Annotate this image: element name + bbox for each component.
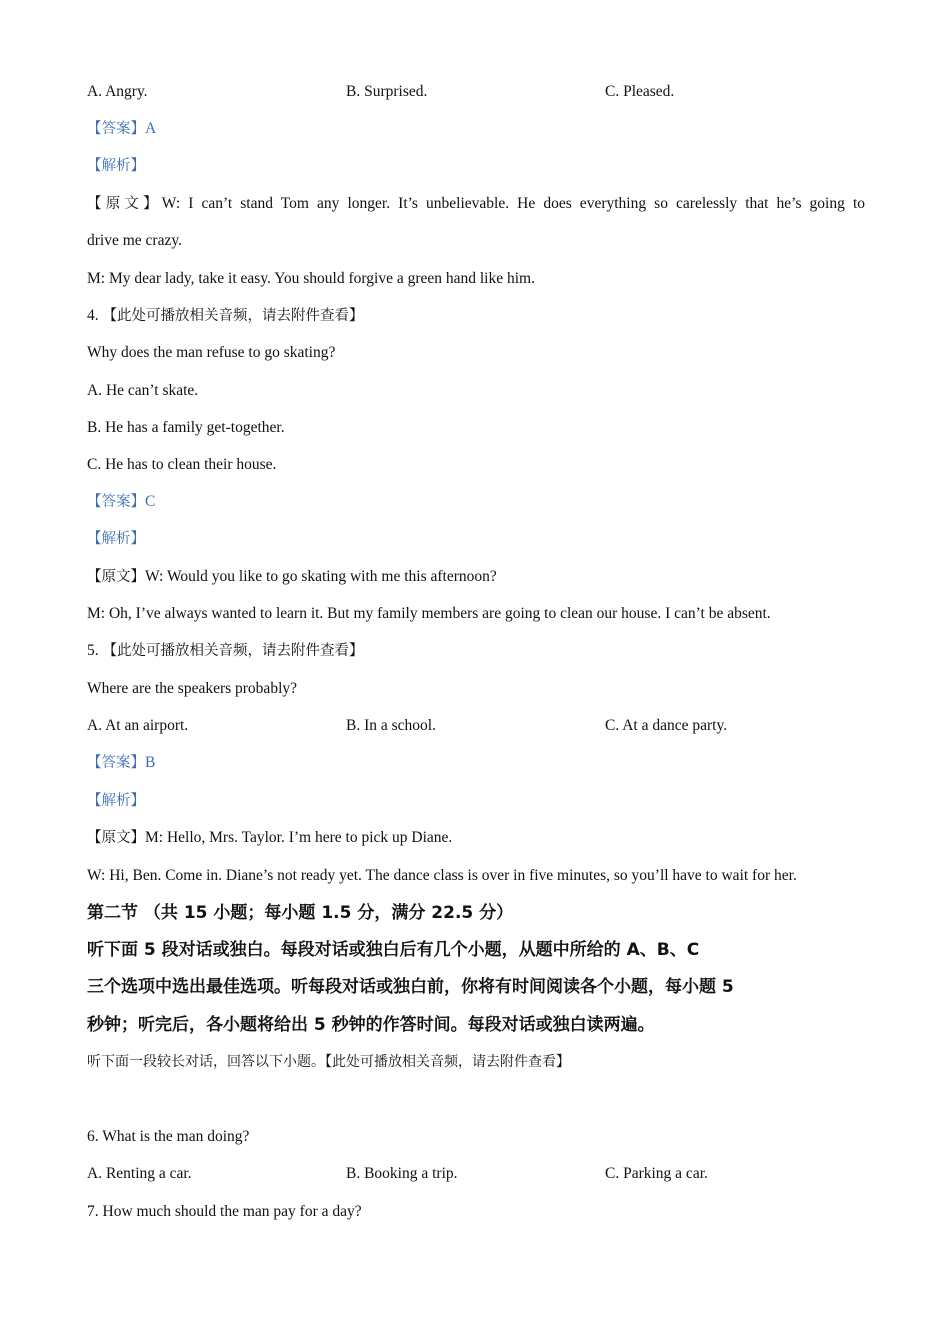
audio-note: 【此处可播放相关音频，请去附件查看】 — [102, 643, 364, 659]
q4-answer — [87, 491, 155, 513]
answer-value: C — [145, 493, 156, 510]
q3-transcript-line: drive me crazy. — [87, 232, 182, 249]
q5-option-c: C. At a dance party. — [605, 717, 728, 734]
q5-answer — [87, 752, 155, 774]
q5-transcript-line: W: Hi, Ben. Come in. Diane’s not ready yet. The dance class is over in five minutes, so you’ll have to wait for her. — [87, 867, 797, 884]
q5-question: Where are the speakers probably? — [87, 680, 297, 697]
q3-option-b: B. Surprised. — [346, 83, 428, 100]
answer-value: B — [145, 754, 156, 771]
original-tag: 【原文】 — [87, 196, 162, 212]
q3-options — [87, 81, 867, 103]
section2-instruction: 三个选项中选出最佳选项。听每段对话或独白前，你将有时间阅读各个小题，每小题 5 — [87, 977, 734, 997]
q4-option-b: B. He has a family get-together. — [87, 419, 285, 436]
q3-answer — [87, 118, 156, 140]
q5-option-a: A. At an airport. — [87, 717, 189, 734]
section2-instruction: 听下面 5 段对话或独白。每段对话或独白后有几个小题，从题中所给的 A、B、C — [87, 940, 700, 960]
q7-question: 7. How much should the man pay for a day? — [87, 1203, 362, 1220]
q5-heading — [87, 640, 364, 662]
answer-value: A — [145, 120, 157, 137]
q5-transcript-line — [87, 827, 452, 849]
transcript-text: M: Hello, Mrs. Taylor. I’m here to pick up Diane. — [145, 829, 453, 846]
q3-transcript-line — [87, 193, 865, 215]
q6-option-a: A. Renting a car. — [87, 1165, 192, 1182]
q4-heading — [87, 305, 364, 327]
q3-option-c: C. Pleased. — [605, 83, 675, 100]
section2-title: 第二节 （共 15 小题；每小题 1.5 分，满分 22.5 分） — [87, 903, 514, 923]
analysis-tag: 【解析】 — [87, 158, 145, 174]
audio-note: 【此处可播放相关音频，请去附件查看】 — [102, 308, 364, 324]
analysis-tag: 【解析】 — [87, 793, 145, 809]
answer-tag: 【答案】 — [87, 121, 145, 137]
q6-options — [87, 1163, 867, 1185]
q6-question: 6. What is the man doing? — [87, 1128, 250, 1145]
q6-option-b: B. Booking a trip. — [346, 1165, 458, 1182]
q3-option-a: A. Angry. — [87, 83, 148, 100]
analysis-tag: 【解析】 — [87, 531, 145, 547]
original-tag: 【原文】 — [87, 830, 145, 846]
question-number: 5. — [87, 642, 99, 659]
q5-options — [87, 715, 867, 737]
q4-analysis — [87, 528, 145, 550]
dialogue-note: 听下面一段较长对话，回答以下小题。【此处可播放相关音频，请去附件查看】 — [87, 1054, 570, 1070]
question-number: 4. — [87, 307, 99, 324]
section2-instruction: 秒钟；听完后，各小题将给出 5 秒钟的作答时间。每段对话或独白读两遍。 — [87, 1015, 655, 1035]
original-tag: 【原文】 — [87, 569, 145, 585]
q4-option-a: A. He can’t skate. — [87, 382, 199, 399]
q5-option-b: B. In a school. — [346, 717, 436, 734]
transcript-text: W: I can’t stand Tom any longer. It’s unbelievable. He does everything so carelessly that he’s going to — [161, 195, 865, 212]
q4-transcript-line — [87, 566, 497, 588]
transcript-text: W: Would you like to go skating with me this afternoon? — [145, 568, 497, 585]
q6-option-c: C. Parking a car. — [605, 1165, 708, 1182]
answer-tag: 【答案】 — [87, 755, 145, 771]
q3-analysis — [87, 155, 145, 177]
answer-tag: 【答案】 — [87, 494, 145, 510]
q4-option-c: C. He has to clean their house. — [87, 456, 277, 473]
q5-analysis — [87, 790, 145, 812]
q3-transcript-line: M: My dear lady, take it easy. You should forgive a green hand like him. — [87, 270, 535, 287]
q4-question: Why does the man refuse to go skating? — [87, 344, 336, 361]
q4-transcript-line: M: Oh, I’ve always wanted to learn it. But my family members are going to clean our house. I can’t be absent. — [87, 605, 771, 622]
